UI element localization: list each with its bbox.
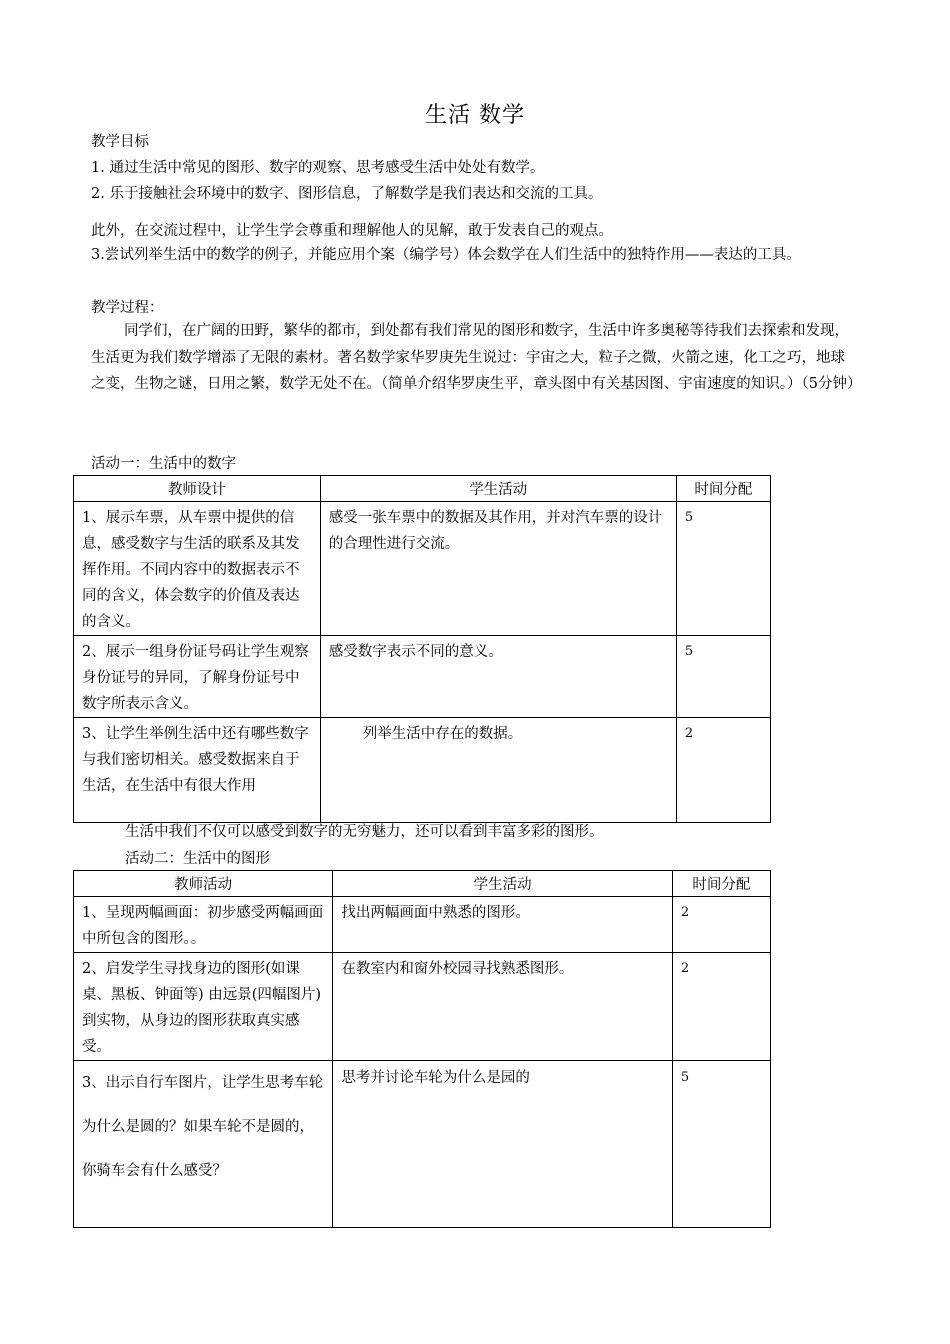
teacher-cell: 3、让学生举例生活中还有哪些数字与我们密切相关。感受数据来自于生活，在生活中有很大作用 (74, 718, 321, 823)
table-row (74, 953, 771, 1061)
teacher-cell: 2、展示一组身份证号码让学生观察身份证号的异同，了解身份证号中数字所表示含义。 (74, 636, 321, 718)
column-header: 学生活动 (333, 871, 672, 897)
goal-item-1: 1. 通过生活中常见的图形、数字的观察、思考感受生活中处处有数学。 (91, 160, 545, 176)
time-cell: 2 (672, 953, 770, 1061)
activity2-table (73, 870, 771, 1228)
goals-heading: 教学目标 (91, 134, 149, 150)
process-heading: 教学过程： (91, 300, 164, 316)
table-row (74, 502, 771, 636)
goal-item-extra: 此外，在交流过程中，让学生学会尊重和理解他人的见解，敢于发表自己的观点。 (91, 223, 613, 239)
time-cell: 5 (676, 502, 770, 636)
time-cell: 5 (676, 636, 770, 718)
student-cell: 思考并讨论车轮为什么是园的 (333, 1061, 672, 1228)
column-header: 时间分配 (676, 476, 770, 502)
table-row (74, 636, 771, 718)
time-cell: 2 (672, 897, 770, 953)
table-row (74, 1061, 771, 1228)
table-header-row (74, 476, 771, 502)
transition-text: 生活中我们不仅可以感受到数字的无穷魅力，还可以看到丰富多彩的图形。 (125, 824, 604, 840)
student-cell: 列举生活中存在的数据。 (320, 718, 676, 823)
column-header: 学生活动 (320, 476, 676, 502)
table-header-row (74, 871, 771, 897)
teacher-cell: 1、展示车票，从车票中提供的信息，感受数字与生活的联系及其发挥作用。不同内容中的数据表示不同的含义，体会数字的价值及表达的含义。 (74, 502, 321, 636)
column-header: 教师活动 (74, 871, 333, 897)
goal-item-3: 3.尝试列举生活中的数学的例子，并能应用个案（编学号）体会数学在人们生活中的独特作用——表达的工具。 (91, 247, 801, 263)
table-row (74, 897, 771, 953)
teacher-cell: 2、启发学生寻找身边的图形(如课桌、黑板、钟面等) 由远景(四幅图片)到实物，从身边的图形获取真实感受。 (74, 953, 333, 1061)
teacher-cell: 1、呈现两幅画面：初步感受两幅画面中所包含的图形。。 (74, 897, 333, 953)
activity1-heading: 活动一：生活中的数字 (91, 456, 236, 472)
table-row (74, 718, 771, 823)
student-cell: 感受数字表示不同的意义。 (320, 636, 676, 718)
student-cell: 在教室内和窗外校园寻找熟悉图形。 (333, 953, 672, 1061)
student-cell: 找出两幅画面中熟悉的图形。 (333, 897, 672, 953)
time-cell: 5 (672, 1061, 770, 1228)
student-cell: 感受一张车票中的数据及其作用，并对汽车票的设计的合理性进行交流。 (320, 502, 676, 636)
activity1-table (73, 475, 771, 823)
goal-item-2: 2. 乐于接触社会环境中的数字、图形信息，了解数学是我们表达和交流的工具。 (91, 186, 603, 202)
page-title: 生活 数学 (425, 103, 525, 128)
activity2-heading: 活动二：生活中的图形 (125, 851, 270, 867)
column-header: 时间分配 (672, 871, 770, 897)
column-header: 教师设计 (74, 476, 321, 502)
time-cell: 2 (676, 718, 770, 823)
intro-paragraph: 同学们，在广阔的田野，繁华的都市，到处都有我们常见的图形和数字，生活中许多奥秘等待我们去探索和发现，生活更为我们数学增添了无限的素材。著名数学家华罗庚先生说过：宇宙之大，粒子之微，火箭之速，化工之巧，地球之变，生物之谜，日用之繁，数学无处不在。（简单介绍华罗庚生平，章头图中有关基因图、宇宙速度的知识。）（5分钟） (91, 323, 862, 392)
teacher-cell: 3、出示自行车图片，让学生思考车轮为什么是圆的？如果车轮不是圆的，你骑车会有什么感受？ (74, 1061, 333, 1228)
